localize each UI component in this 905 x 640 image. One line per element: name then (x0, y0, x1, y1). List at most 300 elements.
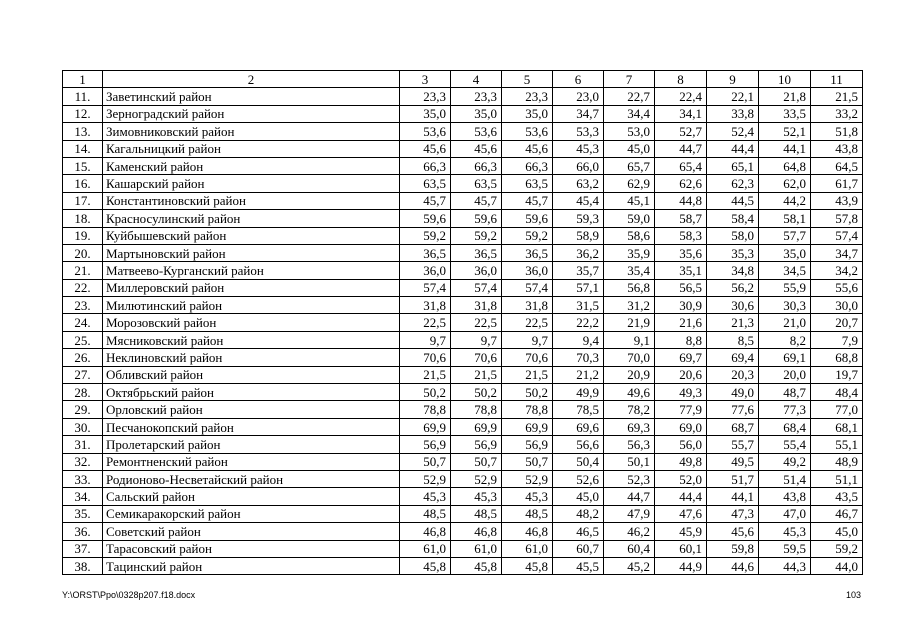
value-cell: 9,7 (451, 331, 502, 348)
value-cell: 51,1 (811, 470, 863, 487)
value-cell: 45,3 (502, 488, 553, 505)
value-cell: 31,8 (400, 297, 451, 314)
value-cell: 44,3 (759, 557, 811, 574)
value-cell: 22,5 (451, 314, 502, 331)
value-cell: 70,0 (604, 349, 655, 366)
district-name: Кагальницкий район (103, 140, 400, 157)
district-name: Родионово-Несветайский район (103, 470, 400, 487)
district-name: Мясниковский район (103, 331, 400, 348)
value-cell: 21,5 (400, 366, 451, 383)
value-cell: 45,1 (604, 192, 655, 209)
value-cell: 59,2 (502, 227, 553, 244)
value-cell: 66,3 (502, 157, 553, 174)
value-cell: 52,6 (553, 470, 604, 487)
value-cell: 30,6 (707, 297, 759, 314)
row-number: 28. (63, 384, 103, 401)
value-cell: 61,0 (502, 540, 553, 557)
value-cell: 69,9 (400, 418, 451, 435)
district-name: Неклиновский район (103, 349, 400, 366)
value-cell: 61,7 (811, 175, 863, 192)
value-cell: 45,7 (502, 192, 553, 209)
value-cell: 59,5 (759, 540, 811, 557)
value-cell: 34,4 (604, 105, 655, 122)
row-number: 38. (63, 557, 103, 574)
value-cell: 36,0 (502, 262, 553, 279)
column-header-3: 3 (400, 71, 451, 88)
column-header-5: 5 (502, 71, 553, 88)
value-cell: 70,3 (553, 349, 604, 366)
table-row (63, 175, 863, 192)
value-cell: 45,7 (451, 192, 502, 209)
value-cell: 7,9 (811, 331, 863, 348)
value-cell: 30,9 (655, 297, 707, 314)
value-cell: 53,6 (502, 123, 553, 140)
table-header-row (63, 71, 863, 88)
row-number: 26. (63, 349, 103, 366)
row-number: 18. (63, 210, 103, 227)
value-cell: 69,9 (502, 418, 553, 435)
district-name: Тацинский район (103, 557, 400, 574)
table-row (63, 297, 863, 314)
value-cell: 51,4 (759, 470, 811, 487)
row-number: 12. (63, 105, 103, 122)
value-cell: 48,9 (811, 453, 863, 470)
column-header-2: 2 (103, 71, 400, 88)
value-cell: 35,1 (655, 262, 707, 279)
value-cell: 49,0 (707, 384, 759, 401)
value-cell: 77,9 (655, 401, 707, 418)
table-row (63, 349, 863, 366)
value-cell: 56,6 (553, 436, 604, 453)
value-cell: 57,8 (811, 210, 863, 227)
row-number: 13. (63, 123, 103, 140)
column-header-4: 4 (451, 71, 502, 88)
table-row (63, 557, 863, 574)
value-cell: 45,0 (604, 140, 655, 157)
value-cell: 45,3 (553, 140, 604, 157)
value-cell: 9,4 (553, 331, 604, 348)
table-row (63, 366, 863, 383)
table-row (63, 470, 863, 487)
value-cell: 55,4 (759, 436, 811, 453)
value-cell: 45,4 (553, 192, 604, 209)
value-cell: 56,9 (400, 436, 451, 453)
column-header-6: 6 (553, 71, 604, 88)
value-cell: 49,6 (604, 384, 655, 401)
value-cell: 68,7 (707, 418, 759, 435)
value-cell: 45,7 (400, 192, 451, 209)
value-cell: 70,6 (502, 349, 553, 366)
value-cell: 68,1 (811, 418, 863, 435)
value-cell: 58,0 (707, 227, 759, 244)
value-cell: 78,8 (451, 401, 502, 418)
value-cell: 56,3 (604, 436, 655, 453)
value-cell: 60,1 (655, 540, 707, 557)
value-cell: 50,7 (502, 453, 553, 470)
table-row (63, 384, 863, 401)
value-cell: 21,2 (553, 366, 604, 383)
table-row (63, 418, 863, 435)
value-cell: 49,9 (553, 384, 604, 401)
value-cell: 23,3 (451, 88, 502, 105)
district-name: Каменский район (103, 157, 400, 174)
value-cell: 21,5 (811, 88, 863, 105)
value-cell: 34,7 (553, 105, 604, 122)
row-number: 14. (63, 140, 103, 157)
value-cell: 43,8 (811, 140, 863, 157)
value-cell: 36,0 (400, 262, 451, 279)
value-cell: 34,1 (655, 105, 707, 122)
value-cell: 36,2 (553, 244, 604, 261)
district-name: Красносулинский район (103, 210, 400, 227)
value-cell: 63,5 (451, 175, 502, 192)
column-header-7: 7 (604, 71, 655, 88)
district-name: Октябрьский район (103, 384, 400, 401)
value-cell: 44,6 (707, 557, 759, 574)
value-cell: 48,2 (553, 505, 604, 522)
row-number: 15. (63, 157, 103, 174)
district-name: Пролетарский район (103, 436, 400, 453)
value-cell: 47,6 (655, 505, 707, 522)
value-cell: 65,1 (707, 157, 759, 174)
value-cell: 20,7 (811, 314, 863, 331)
value-cell: 34,5 (759, 262, 811, 279)
value-cell: 36,0 (451, 262, 502, 279)
value-cell: 44,5 (707, 192, 759, 209)
value-cell: 20,6 (655, 366, 707, 383)
value-cell: 56,0 (655, 436, 707, 453)
table-row (63, 140, 863, 157)
row-number: 20. (63, 244, 103, 261)
district-name: Орловский район (103, 401, 400, 418)
value-cell: 45,8 (502, 557, 553, 574)
table-row (63, 244, 863, 261)
value-cell: 21,0 (759, 314, 811, 331)
value-cell: 52,1 (759, 123, 811, 140)
value-cell: 50,2 (451, 384, 502, 401)
value-cell: 43,9 (811, 192, 863, 209)
value-cell: 43,8 (759, 488, 811, 505)
value-cell: 69,9 (451, 418, 502, 435)
value-cell: 65,4 (655, 157, 707, 174)
value-cell: 19,7 (811, 366, 863, 383)
value-cell: 46,8 (400, 523, 451, 540)
district-name: Заветинский район (103, 88, 400, 105)
table-row (63, 105, 863, 122)
value-cell: 50,2 (400, 384, 451, 401)
value-cell: 57,4 (451, 279, 502, 296)
value-cell: 21,3 (707, 314, 759, 331)
district-name: Мартыновский район (103, 244, 400, 261)
value-cell: 52,3 (604, 470, 655, 487)
column-header-1: 1 (63, 71, 103, 88)
table-row (63, 88, 863, 105)
value-cell: 50,2 (502, 384, 553, 401)
value-cell: 63,2 (553, 175, 604, 192)
value-cell: 49,2 (759, 453, 811, 470)
value-cell: 77,0 (811, 401, 863, 418)
row-number: 35. (63, 505, 103, 522)
value-cell: 35,4 (604, 262, 655, 279)
row-number: 17. (63, 192, 103, 209)
table-row (63, 523, 863, 540)
district-name: Константиновский район (103, 192, 400, 209)
value-cell: 21,5 (451, 366, 502, 383)
value-cell: 44,2 (759, 192, 811, 209)
value-cell: 59,8 (707, 540, 759, 557)
value-cell: 22,2 (553, 314, 604, 331)
value-cell: 59,0 (604, 210, 655, 227)
table-row (63, 262, 863, 279)
value-cell: 44,1 (759, 140, 811, 157)
value-cell: 62,6 (655, 175, 707, 192)
value-cell: 57,1 (553, 279, 604, 296)
district-name: Сальский район (103, 488, 400, 505)
value-cell: 55,9 (759, 279, 811, 296)
value-cell: 56,9 (451, 436, 502, 453)
value-cell: 34,2 (811, 262, 863, 279)
value-cell: 21,5 (502, 366, 553, 383)
value-cell: 48,7 (759, 384, 811, 401)
value-cell: 22,7 (604, 88, 655, 105)
value-cell: 46,8 (451, 523, 502, 540)
value-cell: 9,1 (604, 331, 655, 348)
value-cell: 31,8 (451, 297, 502, 314)
value-cell: 45,6 (707, 523, 759, 540)
value-cell: 49,8 (655, 453, 707, 470)
value-cell: 45,3 (451, 488, 502, 505)
value-cell: 70,6 (400, 349, 451, 366)
table-row (63, 453, 863, 470)
value-cell: 36,5 (502, 244, 553, 261)
value-cell: 57,4 (502, 279, 553, 296)
value-cell: 47,0 (759, 505, 811, 522)
value-cell: 58,6 (604, 227, 655, 244)
district-name: Куйбышевский район (103, 227, 400, 244)
value-cell: 68,8 (811, 349, 863, 366)
district-name: Песчанокопский район (103, 418, 400, 435)
value-cell: 55,7 (707, 436, 759, 453)
row-number: 25. (63, 331, 103, 348)
value-cell: 31,8 (502, 297, 553, 314)
value-cell: 48,5 (451, 505, 502, 522)
value-cell: 35,0 (400, 105, 451, 122)
value-cell: 35,7 (553, 262, 604, 279)
value-cell: 22,5 (400, 314, 451, 331)
value-cell: 22,5 (502, 314, 553, 331)
value-cell: 59,2 (451, 227, 502, 244)
value-cell: 57,4 (400, 279, 451, 296)
value-cell: 44,8 (655, 192, 707, 209)
value-cell: 45,5 (553, 557, 604, 574)
value-cell: 45,6 (502, 140, 553, 157)
value-cell: 44,4 (707, 140, 759, 157)
table-row (63, 436, 863, 453)
district-name: Морозовский район (103, 314, 400, 331)
value-cell: 35,9 (604, 244, 655, 261)
value-cell: 8,5 (707, 331, 759, 348)
value-cell: 44,7 (655, 140, 707, 157)
value-cell: 56,5 (655, 279, 707, 296)
row-number: 36. (63, 523, 103, 540)
district-name: Матвеево-Курганский район (103, 262, 400, 279)
value-cell: 34,7 (811, 244, 863, 261)
row-number: 24. (63, 314, 103, 331)
district-name: Кашарский район (103, 175, 400, 192)
value-cell: 53,6 (451, 123, 502, 140)
value-cell: 44,7 (604, 488, 655, 505)
value-cell: 68,4 (759, 418, 811, 435)
value-cell: 22,4 (655, 88, 707, 105)
value-cell: 69,6 (553, 418, 604, 435)
table-row (63, 210, 863, 227)
value-cell: 49,5 (707, 453, 759, 470)
value-cell: 62,9 (604, 175, 655, 192)
value-cell: 66,0 (553, 157, 604, 174)
value-cell: 23,3 (400, 88, 451, 105)
value-cell: 30,3 (759, 297, 811, 314)
table-row (63, 331, 863, 348)
value-cell: 60,7 (553, 540, 604, 557)
value-cell: 69,4 (707, 349, 759, 366)
value-cell: 63,5 (502, 175, 553, 192)
district-name: Обливский район (103, 366, 400, 383)
value-cell: 64,5 (811, 157, 863, 174)
value-cell: 55,1 (811, 436, 863, 453)
value-cell: 69,7 (655, 349, 707, 366)
value-cell: 48,4 (811, 384, 863, 401)
value-cell: 52,4 (707, 123, 759, 140)
value-cell: 52,9 (451, 470, 502, 487)
district-name: Зерноградский район (103, 105, 400, 122)
value-cell: 78,5 (553, 401, 604, 418)
value-cell: 45,2 (604, 557, 655, 574)
value-cell: 34,8 (707, 262, 759, 279)
value-cell: 35,6 (655, 244, 707, 261)
value-cell: 22,1 (707, 88, 759, 105)
footer-page-number: 103 (845, 590, 861, 600)
value-cell: 63,5 (400, 175, 451, 192)
value-cell: 57,4 (811, 227, 863, 244)
table-row (63, 505, 863, 522)
value-cell: 20,3 (707, 366, 759, 383)
value-cell: 45,3 (759, 523, 811, 540)
table-row (63, 123, 863, 140)
value-cell: 56,2 (707, 279, 759, 296)
value-cell: 52,0 (655, 470, 707, 487)
row-number: 22. (63, 279, 103, 296)
value-cell: 77,3 (759, 401, 811, 418)
value-cell: 47,3 (707, 505, 759, 522)
value-cell: 50,4 (553, 453, 604, 470)
value-cell: 49,3 (655, 384, 707, 401)
table-row (63, 540, 863, 557)
value-cell: 59,6 (451, 210, 502, 227)
row-number: 33. (63, 470, 103, 487)
value-cell: 35,0 (759, 244, 811, 261)
table-row (63, 227, 863, 244)
value-cell: 53,0 (604, 123, 655, 140)
value-cell: 61,0 (451, 540, 502, 557)
value-cell: 58,1 (759, 210, 811, 227)
value-cell: 46,2 (604, 523, 655, 540)
value-cell: 69,1 (759, 349, 811, 366)
district-name: Зимовниковский район (103, 123, 400, 140)
data-table (62, 70, 863, 575)
row-number: 23. (63, 297, 103, 314)
value-cell: 58,4 (707, 210, 759, 227)
column-header-8: 8 (655, 71, 707, 88)
row-number: 37. (63, 540, 103, 557)
district-name: Семикаракорский район (103, 505, 400, 522)
value-cell: 53,3 (553, 123, 604, 140)
value-cell: 59,6 (400, 210, 451, 227)
value-cell: 47,9 (604, 505, 655, 522)
value-cell: 78,2 (604, 401, 655, 418)
value-cell: 50,7 (451, 453, 502, 470)
value-cell: 70,6 (451, 349, 502, 366)
column-header-11: 11 (811, 71, 863, 88)
value-cell: 48,5 (400, 505, 451, 522)
value-cell: 36,5 (400, 244, 451, 261)
value-cell: 33,2 (811, 105, 863, 122)
value-cell: 33,5 (759, 105, 811, 122)
value-cell: 44,1 (707, 488, 759, 505)
value-cell: 51,8 (811, 123, 863, 140)
column-header-9: 9 (707, 71, 759, 88)
row-number: 11. (63, 88, 103, 105)
value-cell: 58,9 (553, 227, 604, 244)
district-name: Милютинский район (103, 297, 400, 314)
value-cell: 46,8 (502, 523, 553, 540)
row-number: 21. (63, 262, 103, 279)
value-cell: 20,0 (759, 366, 811, 383)
table-row (63, 157, 863, 174)
row-number: 32. (63, 453, 103, 470)
district-name: Миллеровский район (103, 279, 400, 296)
value-cell: 65,7 (604, 157, 655, 174)
value-cell: 55,6 (811, 279, 863, 296)
value-cell: 35,0 (502, 105, 553, 122)
table-row (63, 192, 863, 209)
value-cell: 21,9 (604, 314, 655, 331)
value-cell: 8,2 (759, 331, 811, 348)
row-number: 19. (63, 227, 103, 244)
value-cell: 56,8 (604, 279, 655, 296)
value-cell: 21,6 (655, 314, 707, 331)
value-cell: 66,3 (451, 157, 502, 174)
value-cell: 31,2 (604, 297, 655, 314)
value-cell: 45,9 (655, 523, 707, 540)
value-cell: 59,2 (811, 540, 863, 557)
table-body (63, 71, 863, 575)
value-cell: 8,8 (655, 331, 707, 348)
value-cell: 44,9 (655, 557, 707, 574)
row-number: 30. (63, 418, 103, 435)
row-number: 16. (63, 175, 103, 192)
value-cell: 33,8 (707, 105, 759, 122)
value-cell: 59,2 (400, 227, 451, 244)
value-cell: 66,3 (400, 157, 451, 174)
value-cell: 30,0 (811, 297, 863, 314)
value-cell: 52,7 (655, 123, 707, 140)
row-number: 27. (63, 366, 103, 383)
value-cell: 78,8 (502, 401, 553, 418)
row-number: 31. (63, 436, 103, 453)
value-cell: 62,3 (707, 175, 759, 192)
value-cell: 44,0 (811, 557, 863, 574)
value-cell: 59,6 (502, 210, 553, 227)
